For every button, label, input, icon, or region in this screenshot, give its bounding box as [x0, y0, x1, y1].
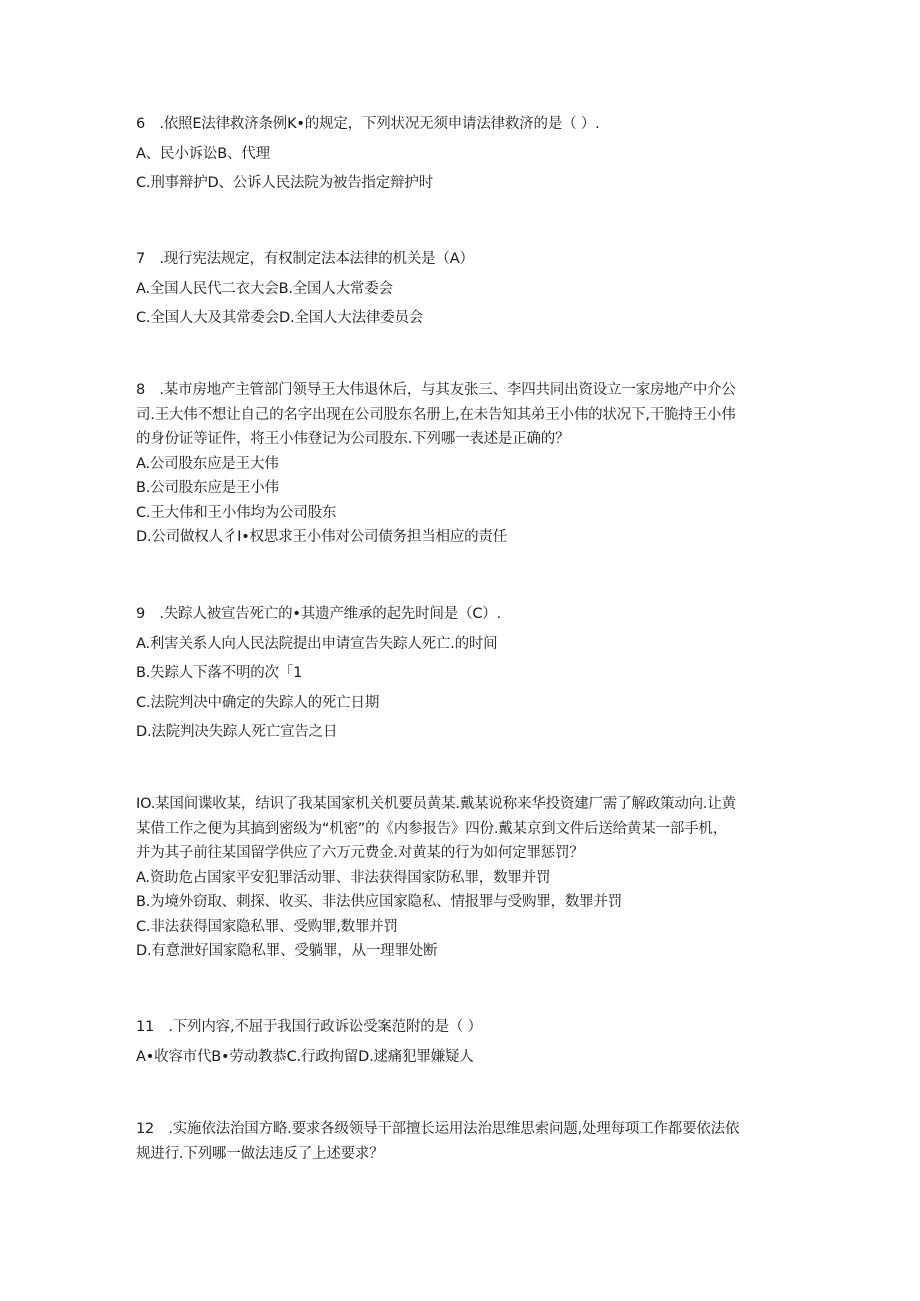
question-option: A、民小诉讼B、代理 — [136, 145, 270, 162]
question-stem: 7 .现行宪法规定，有权制定法本法律的机关是（A） — [136, 251, 474, 267]
question-12 — [136, 1117, 796, 1166]
question-stem-line: 并为其子前往某国留学供应了六万元费金.对黄某的行为如何定罪惩罚？ — [136, 845, 584, 861]
question-option: D.法院判决失踪人死亡宣告之日 — [136, 724, 338, 740]
question-stem-line: 司.王大伟不想让自己的名字出现在公司股东名册上,在未告知其弟王小伟的状况下,干脆持王小伟 — [136, 406, 736, 423]
question-stem-line: 规进行.下列哪一做法违反了上述要求？ — [136, 1145, 384, 1162]
question-stem-line: IO.某国间谍收某，结识了我某国家机关机要员黄某.戴某说称来华投资建厂需了解政策动向.让黄 — [136, 796, 736, 812]
question-option: B.失踪人下落不明的次「1 — [136, 665, 303, 681]
question-stem: 11 .下列内容,不屈于我国行政诉讼受案范附的是（ ） — [136, 1019, 482, 1035]
question-stem-line: 8 .某市房地产主管部门领导王大伟退休后，与其友张三、李四共同出资设立一家房地产中介公 — [136, 382, 736, 398]
question-8 — [136, 378, 796, 550]
question-option: C.法院判决中确定的失踪人的死亡日期 — [136, 694, 380, 711]
question-option: D.公司做权人彳I•权思求王小伟对公司债务担当相应的责任 — [136, 529, 508, 545]
question-option: C.非法获得国家隐私罪、受购罪,数罪并罚 — [136, 918, 398, 935]
question-7 — [136, 247, 796, 331]
question-option: A.全国人民代二衣大会B.全国人大常委会 — [136, 280, 393, 297]
question-6 — [136, 112, 796, 196]
question-10 — [136, 792, 796, 964]
question-option: B.为境外窃取、刺探、收买、非法供应国家隐私、情报罪与受购罪，数罪并罚 — [136, 894, 623, 910]
question-stem-line: 12 .实施依法治国方略.要求各级领导干部擅长运用法治思维思索问题,处理每项工作都要依法依 — [136, 1121, 740, 1137]
question-11 — [136, 1015, 796, 1069]
question-option: C.全国人大及其常委会D.全国人大法律委员会 — [136, 310, 424, 326]
question-stem-line: 的身份证等证件，将王小伟登记为公司股东.下列哪一表述是正确的？ — [136, 431, 570, 447]
question-option: B.公司股东应是王小伟 — [136, 480, 279, 496]
question-option: A•收容市代B•劳动教恭C.行政拘留D.逑痛犯罪嫌疑人 — [136, 1048, 474, 1065]
question-stem: 9 .失踪人被宣告死亡的•其遗产维承的起先时间是（C）. — [136, 606, 502, 622]
question-option: A.资助危占国家平安犯罪活动罪、非法获得国家防私罪，数罪并罚 — [136, 869, 551, 886]
question-option: C.刑事辩护D、公诉人民法院为被告指定辩护时 — [136, 175, 433, 191]
question-option: C.王大伟和王小伟均为公司股东 — [136, 504, 337, 521]
question-option: A.利害关系人向人民法院提出申请宣告失踪人死亡.的时间 — [136, 635, 498, 652]
question-option: A.公司股东应是王大伟 — [136, 455, 279, 472]
question-stem-line: 某借工作之便为其搞到密级为“机密”的《内参报告》四份.戴某京到文件后送给黄某一部手机， — [136, 820, 728, 837]
question-9 — [136, 602, 796, 745]
question-stem: 6 .依照E法律救济条例K•的规定，下列状况无须申请法律救济的是（ ）. — [136, 116, 600, 132]
question-option: D.有意泄好国家隐私罪、受躺罪，从一理罪处断 — [136, 943, 438, 959]
